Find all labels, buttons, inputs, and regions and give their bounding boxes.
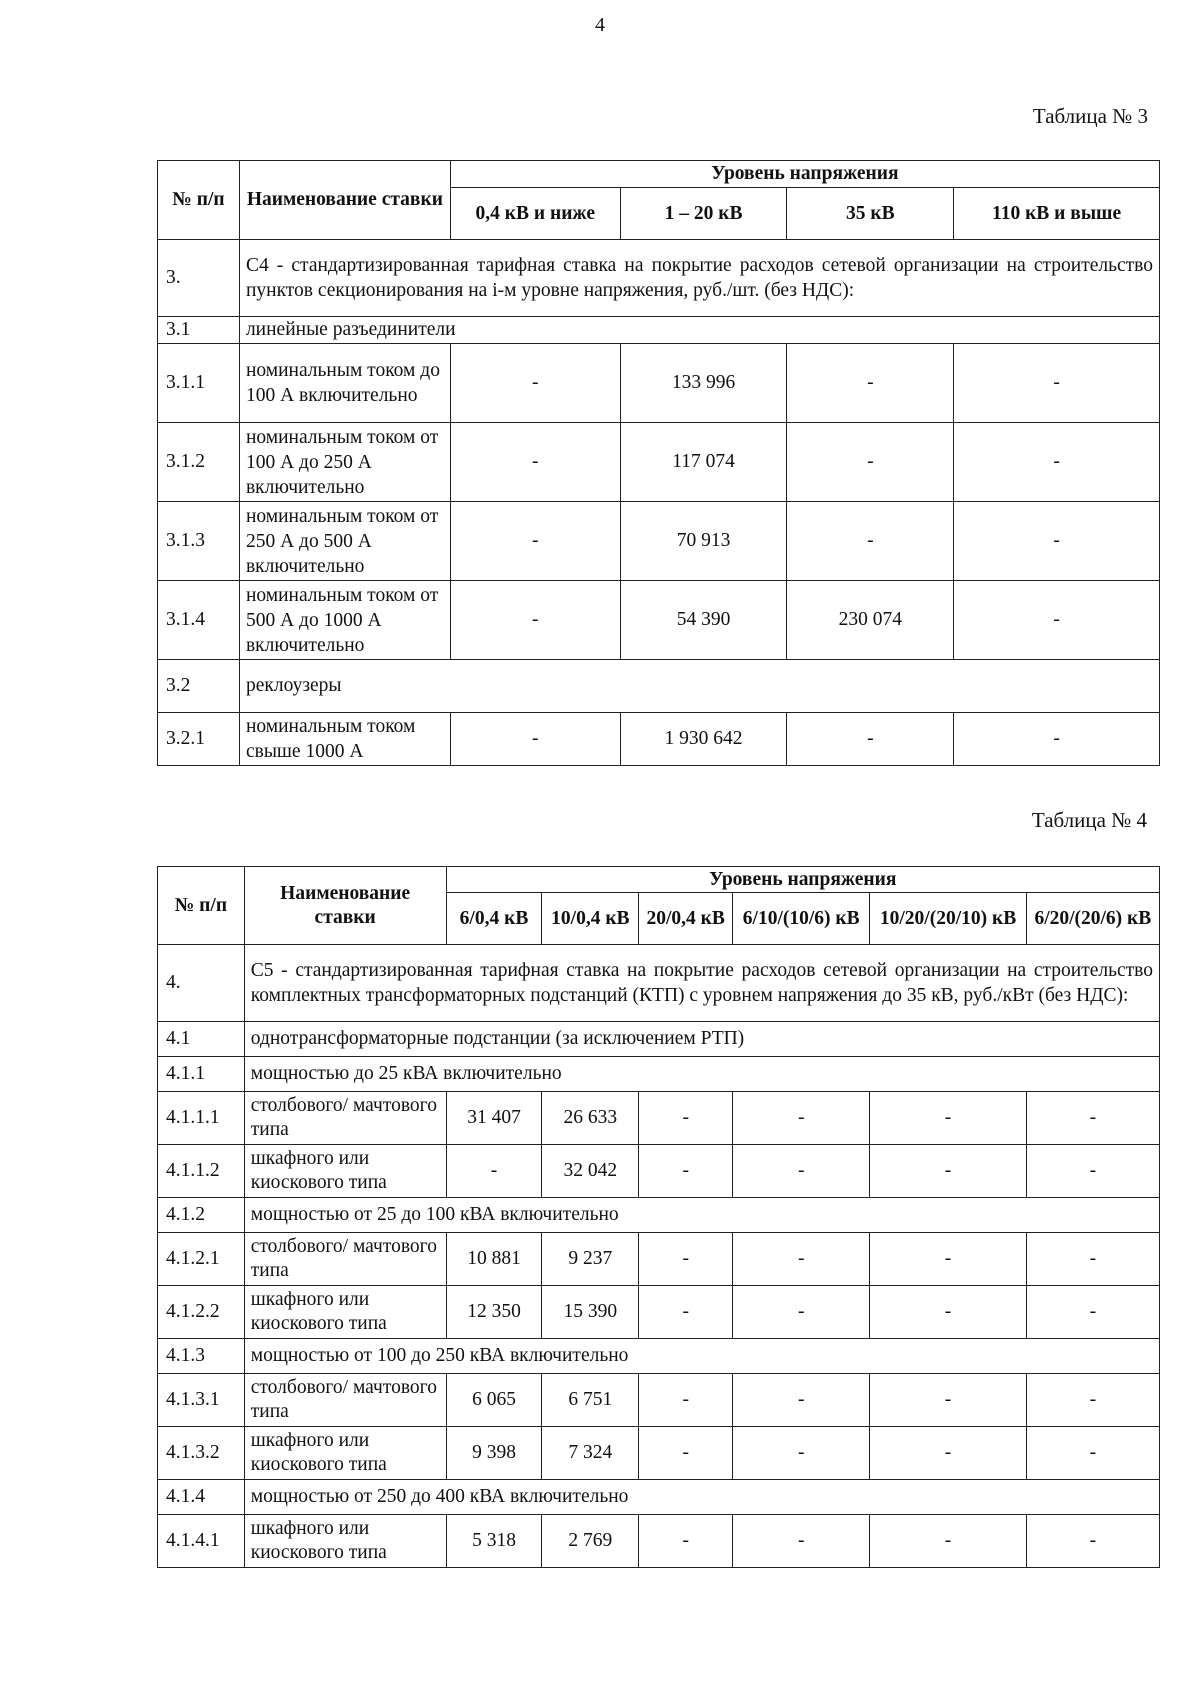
header-col: 35 кВ: [787, 188, 954, 240]
header-col: 10/0,4 кВ: [542, 893, 639, 945]
header-num: № п/п: [158, 161, 240, 240]
value-cell: 70 913: [620, 502, 787, 581]
value-cell: -: [639, 1427, 733, 1480]
table-row: [158, 240, 1160, 317]
section-title: С4 - стандартизированная тарифная ставка на покрытие расходов сетевой организации на строительство пунктов секционирования на i-м уровне напряжения, руб./шт. (без НДС):: [239, 240, 1159, 317]
row-num: 4.1.4.1: [158, 1515, 245, 1568]
table-row: [158, 1427, 1160, 1480]
row-num: 4.1.2.2: [158, 1286, 245, 1339]
table-row: [158, 344, 1160, 423]
table-row: [158, 1092, 1160, 1145]
value-cell: -: [1026, 1374, 1159, 1427]
value-cell: -: [1026, 1092, 1159, 1145]
value-cell: -: [787, 713, 954, 766]
header-name: Наименование ставки: [244, 867, 446, 945]
header-name: Наименование ставки: [239, 161, 450, 240]
table3-caption: Таблица № 3: [1032, 104, 1148, 128]
value-cell: 6 751: [542, 1374, 639, 1427]
value-cell: -: [733, 1092, 870, 1145]
row-name: реклоузеры: [239, 660, 1159, 713]
value-cell: 26 633: [542, 1092, 639, 1145]
value-cell: 1 930 642: [620, 713, 787, 766]
value-cell: -: [450, 713, 620, 766]
value-cell: 31 407: [446, 1092, 542, 1145]
table-row: [158, 423, 1160, 502]
value-cell: -: [1026, 1427, 1159, 1480]
row-name: шкафного или киоскового типа: [244, 1427, 446, 1480]
row-name: шкафного или киоскового типа: [244, 1515, 446, 1568]
table4-caption: Таблица № 4: [1031, 808, 1147, 832]
row-name: столбового/ мачтового типа: [244, 1092, 446, 1145]
value-cell: -: [1026, 1286, 1159, 1339]
header-col: 110 кВ и выше: [954, 188, 1160, 240]
row-num: 4.1.3: [158, 1339, 245, 1374]
header-col: 10/20/(20/10) кВ: [870, 893, 1026, 945]
row-num: 4.1.2: [158, 1198, 245, 1233]
row-num: 4.1.3.1: [158, 1374, 245, 1427]
row-num: 4.1.1: [158, 1057, 245, 1092]
value-cell: -: [639, 1145, 733, 1198]
table-row: [158, 945, 1160, 1022]
row-name: мощностью от 250 до 400 кВА включительно: [244, 1480, 1159, 1515]
row-num: 3.1.4: [158, 581, 240, 660]
row-num: 4.: [158, 945, 245, 1022]
row-name: номинальным током от 250 А до 500 А включительно: [239, 502, 450, 581]
value-cell: -: [450, 344, 620, 423]
value-cell: 133 996: [620, 344, 787, 423]
table-row: [158, 1022, 1160, 1057]
value-cell: -: [870, 1233, 1026, 1286]
value-cell: 54 390: [620, 581, 787, 660]
table-row: [158, 1480, 1160, 1515]
value-cell: -: [787, 502, 954, 581]
section-title: С5 - стандартизированная тарифная ставка на покрытие расходов сетевой организации на строительство комплектных трансформаторных подстанций (КТП) с уровнем напряжения до 35 кВ, руб./кВт (без НДС):: [244, 945, 1159, 1022]
row-num: 4.1.1.1: [158, 1092, 245, 1145]
value-cell: -: [733, 1286, 870, 1339]
row-num: 4.1.4: [158, 1480, 245, 1515]
header-voltage-level: Уровень напряжения: [446, 867, 1159, 893]
header-col: 0,4 кВ и ниже: [450, 188, 620, 240]
value-cell: -: [733, 1374, 870, 1427]
row-name: линейные разъединители: [239, 317, 1159, 344]
value-cell: -: [639, 1233, 733, 1286]
table-row: [158, 660, 1160, 713]
value-cell: -: [870, 1427, 1026, 1480]
value-cell: 6 065: [446, 1374, 542, 1427]
row-num: 4.1.3.2: [158, 1427, 245, 1480]
header-col: 1 – 20 кВ: [620, 188, 787, 240]
row-num: 3.2: [158, 660, 240, 713]
table4: [157, 866, 1160, 1568]
table-row: [158, 1145, 1160, 1198]
header-voltage-level: Уровень напряжения: [450, 161, 1159, 188]
table-row: [158, 1057, 1160, 1092]
value-cell: -: [954, 713, 1160, 766]
value-cell: -: [733, 1233, 870, 1286]
value-cell: 117 074: [620, 423, 787, 502]
row-num: 4.1.1.2: [158, 1145, 245, 1198]
row-name: мощностью от 100 до 250 кВА включительно: [244, 1339, 1159, 1374]
header-col: 6/20/(20/6) кВ: [1026, 893, 1159, 945]
value-cell: -: [1026, 1145, 1159, 1198]
value-cell: -: [954, 344, 1160, 423]
row-name: столбового/ мачтового типа: [244, 1374, 446, 1427]
value-cell: 32 042: [542, 1145, 639, 1198]
value-cell: -: [787, 344, 954, 423]
value-cell: -: [870, 1145, 1026, 1198]
table-row: [158, 1374, 1160, 1427]
value-cell: -: [870, 1286, 1026, 1339]
value-cell: -: [733, 1145, 870, 1198]
row-name: мощностью до 25 кВА включительно: [244, 1057, 1159, 1092]
value-cell: -: [870, 1092, 1026, 1145]
value-cell: -: [639, 1092, 733, 1145]
value-cell: 15 390: [542, 1286, 639, 1339]
value-cell: 7 324: [542, 1427, 639, 1480]
table-row: [158, 1286, 1160, 1339]
value-cell: -: [1026, 1515, 1159, 1568]
value-cell: -: [639, 1286, 733, 1339]
value-cell: -: [733, 1427, 870, 1480]
value-cell: -: [870, 1374, 1026, 1427]
value-cell: 230 074: [787, 581, 954, 660]
table-row: [158, 1233, 1160, 1286]
row-num: 4.1: [158, 1022, 245, 1057]
row-name: шкафного или киоскового типа: [244, 1145, 446, 1198]
value-cell: -: [639, 1515, 733, 1568]
row-name: однотрансформаторные подстанции (за исключением РТП): [244, 1022, 1159, 1057]
row-num: 3.: [158, 240, 240, 317]
value-cell: -: [1026, 1233, 1159, 1286]
row-name: мощностью от 25 до 100 кВА включительно: [244, 1198, 1159, 1233]
value-cell: 12 350: [446, 1286, 542, 1339]
row-name: номинальным током свыше 1000 А: [239, 713, 450, 766]
row-name: номинальным током до 100 А включительно: [239, 344, 450, 423]
row-num: 3.1: [158, 317, 240, 344]
header-col: 6/10/(10/6) кВ: [733, 893, 870, 945]
row-num: 3.1.1: [158, 344, 240, 423]
value-cell: 2 769: [542, 1515, 639, 1568]
value-cell: 5 318: [446, 1515, 542, 1568]
table-row: [158, 502, 1160, 581]
value-cell: -: [787, 423, 954, 502]
value-cell: -: [954, 423, 1160, 502]
value-cell: -: [450, 502, 620, 581]
row-num: 3.1.2: [158, 423, 240, 502]
value-cell: -: [446, 1145, 542, 1198]
header-col: 20/0,4 кВ: [639, 893, 733, 945]
header-col: 6/0,4 кВ: [446, 893, 542, 945]
value-cell: -: [733, 1515, 870, 1568]
row-name: номинальным током от 500 А до 1000 А включительно: [239, 581, 450, 660]
table3: [157, 160, 1160, 766]
row-name: столбового/ мачтового типа: [244, 1233, 446, 1286]
row-name: шкафного или киоскового типа: [244, 1286, 446, 1339]
value-cell: -: [954, 502, 1160, 581]
row-num: 3.2.1: [158, 713, 240, 766]
value-cell: 9 398: [446, 1427, 542, 1480]
value-cell: -: [450, 423, 620, 502]
row-name: номинальным током от 100 А до 250 А включительно: [239, 423, 450, 502]
value-cell: -: [870, 1515, 1026, 1568]
value-cell: -: [639, 1374, 733, 1427]
table-row: [158, 1198, 1160, 1233]
table-row: [158, 1339, 1160, 1374]
page-number: 4: [595, 14, 605, 36]
table-row: [158, 317, 1160, 344]
row-num: 4.1.2.1: [158, 1233, 245, 1286]
value-cell: 9 237: [542, 1233, 639, 1286]
value-cell: -: [954, 581, 1160, 660]
header-num: № п/п: [158, 867, 245, 945]
table-row: [158, 713, 1160, 766]
value-cell: 10 881: [446, 1233, 542, 1286]
value-cell: -: [450, 581, 620, 660]
table-row: [158, 581, 1160, 660]
table-row: [158, 1515, 1160, 1568]
row-num: 3.1.3: [158, 502, 240, 581]
